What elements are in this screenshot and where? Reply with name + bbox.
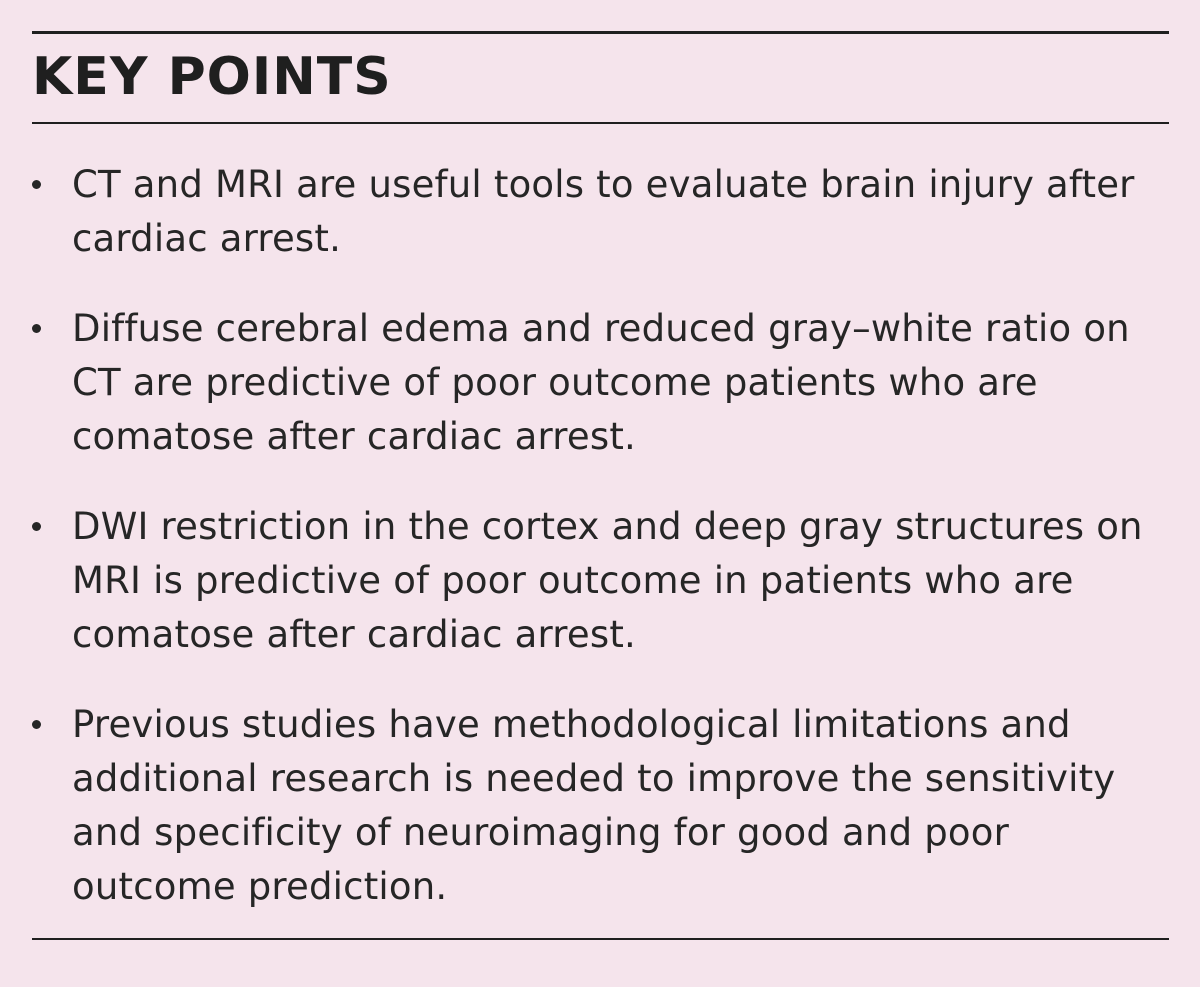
bullet-icon [32, 180, 41, 189]
key-points-list [32, 158, 1182, 950]
key-point-text: Diffuse cerebral edema and reduced gray–white ratio on CT are predictive of poor outcome patients who are comatose after cardiac arrest. [72, 307, 1130, 458]
title-rule [32, 122, 1169, 124]
key-point-item [32, 500, 1182, 662]
bullet-icon [32, 522, 41, 531]
key-point-item [32, 302, 1182, 464]
key-points-title: KEY POINTS [32, 47, 392, 107]
key-point-item [32, 158, 1182, 266]
top-rule [32, 31, 1169, 34]
key-point-item [32, 698, 1182, 914]
bullet-icon [32, 720, 41, 729]
key-point-text: DWI restriction in the cortex and deep gray structures on MRI is predictive of poor outcome in patients who are comatose after cardiac arrest. [72, 505, 1143, 656]
key-point-text: Previous studies have methodological limitations and additional research is needed to improve the sensitivity and specificity of neuroimaging for good and poor outcome prediction. [72, 703, 1116, 908]
key-point-text: CT and MRI are useful tools to evaluate brain injury after cardiac arrest. [72, 163, 1135, 260]
bottom-rule [32, 938, 1169, 940]
bullet-icon [32, 324, 41, 333]
